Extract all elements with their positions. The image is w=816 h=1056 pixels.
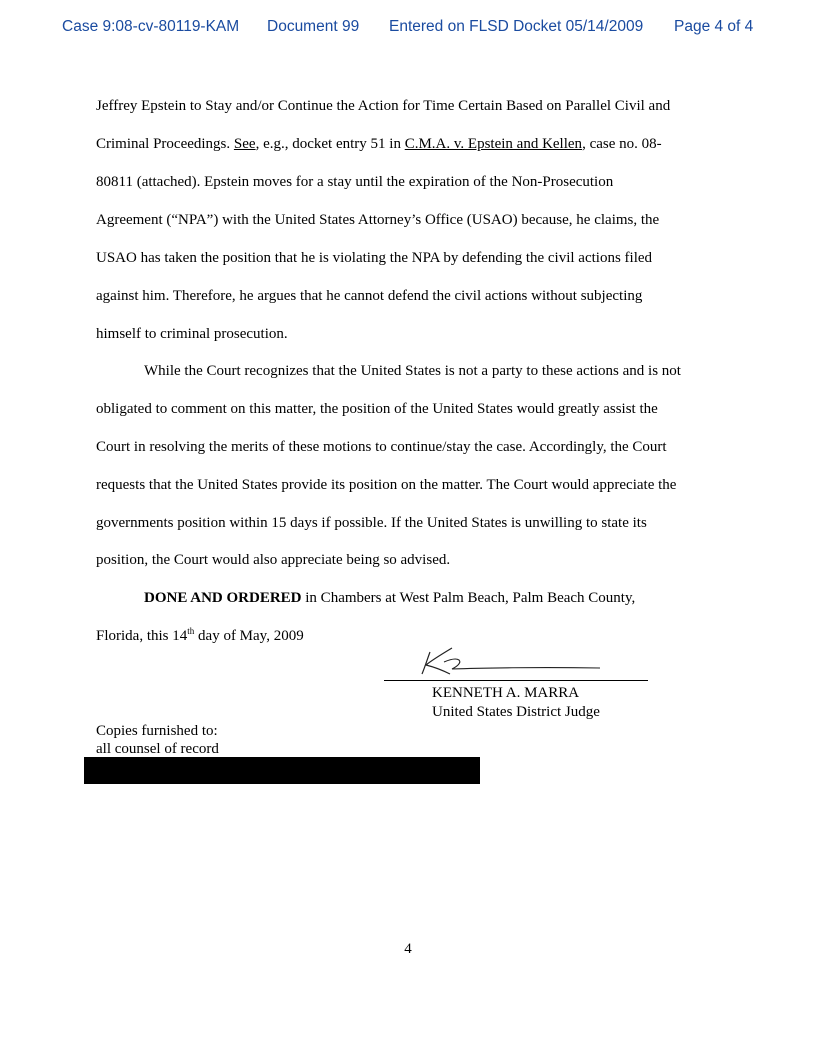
text-run: Florida, this 14 <box>96 628 188 644</box>
text-run: day of May, 2009 <box>194 628 304 644</box>
text-run: , e.g., docket entry 51 in <box>255 136 405 152</box>
body-line <box>144 589 635 607</box>
body-line: Agreement (“NPA”) with the United States Attorney’s Office (USAO) because, he claims, the <box>96 212 660 228</box>
copies-label: Copies furnished to: <box>96 723 218 739</box>
text-run: in Chambers at West Palm Beach, Palm Beach County, <box>301 590 636 606</box>
body-line: governments position within 15 days if possible. If the United States is unwilling to state its <box>96 515 647 531</box>
text-run: , case no. 08- <box>582 136 662 152</box>
header-document-number: Document 99 <box>267 18 360 35</box>
ordinal-suffix: th <box>187 626 195 636</box>
body-line: position, the Court would also appreciate being so advised. <box>96 552 451 568</box>
header-page-count: Page 4 of 4 <box>674 18 754 35</box>
judge-name: KENNETH A. MARRA <box>432 685 580 701</box>
signature-line <box>384 680 648 681</box>
text-run: Criminal Proceedings. <box>96 136 234 152</box>
docket-header <box>0 18 816 38</box>
body-line: Court in resolving the merits of these motions to continue/stay the case. Accordingly, the Court <box>96 439 667 455</box>
judge-signature <box>418 644 608 680</box>
body-line: requests that the United States provide its position on the matter. The Court would appreciate the <box>96 477 677 493</box>
judge-title: United States District Judge <box>432 704 600 720</box>
body-line <box>96 627 304 645</box>
header-case-number: Case 9:08-cv-80119-KAM <box>62 18 240 35</box>
header-entered-date: Entered on FLSD Docket 05/14/2009 <box>389 18 644 35</box>
copies-recipient: all counsel of record <box>96 741 219 757</box>
body-line: 80811 (attached). Epstein moves for a stay until the expiration of the Non-Prosecution <box>96 174 614 190</box>
page-number: 4 <box>404 941 412 957</box>
body-line: While the Court recognizes that the United States is not a party to these actions and is not <box>144 363 681 379</box>
body-line: himself to criminal prosecution. <box>96 326 288 342</box>
body-line: against him. Therefore, he argues that he cannot defend the civil actions without subjecting <box>96 288 643 304</box>
see-signal: See <box>233 136 256 152</box>
done-and-ordered: DONE AND ORDERED <box>144 590 302 606</box>
redaction-bar <box>84 757 480 784</box>
body-line <box>96 135 662 153</box>
body-line: Jeffrey Epstein to Stay and/or Continue the Action for Time Certain Based on Parallel Civil and <box>96 98 671 114</box>
case-citation: C.M.A. v. Epstein and Kellen <box>404 136 583 152</box>
body-line: obligated to comment on this matter, the position of the United States would greatly assist the <box>96 401 658 417</box>
body-line: USAO has taken the position that he is violating the NPA by defending the civil actions filed <box>96 250 653 266</box>
